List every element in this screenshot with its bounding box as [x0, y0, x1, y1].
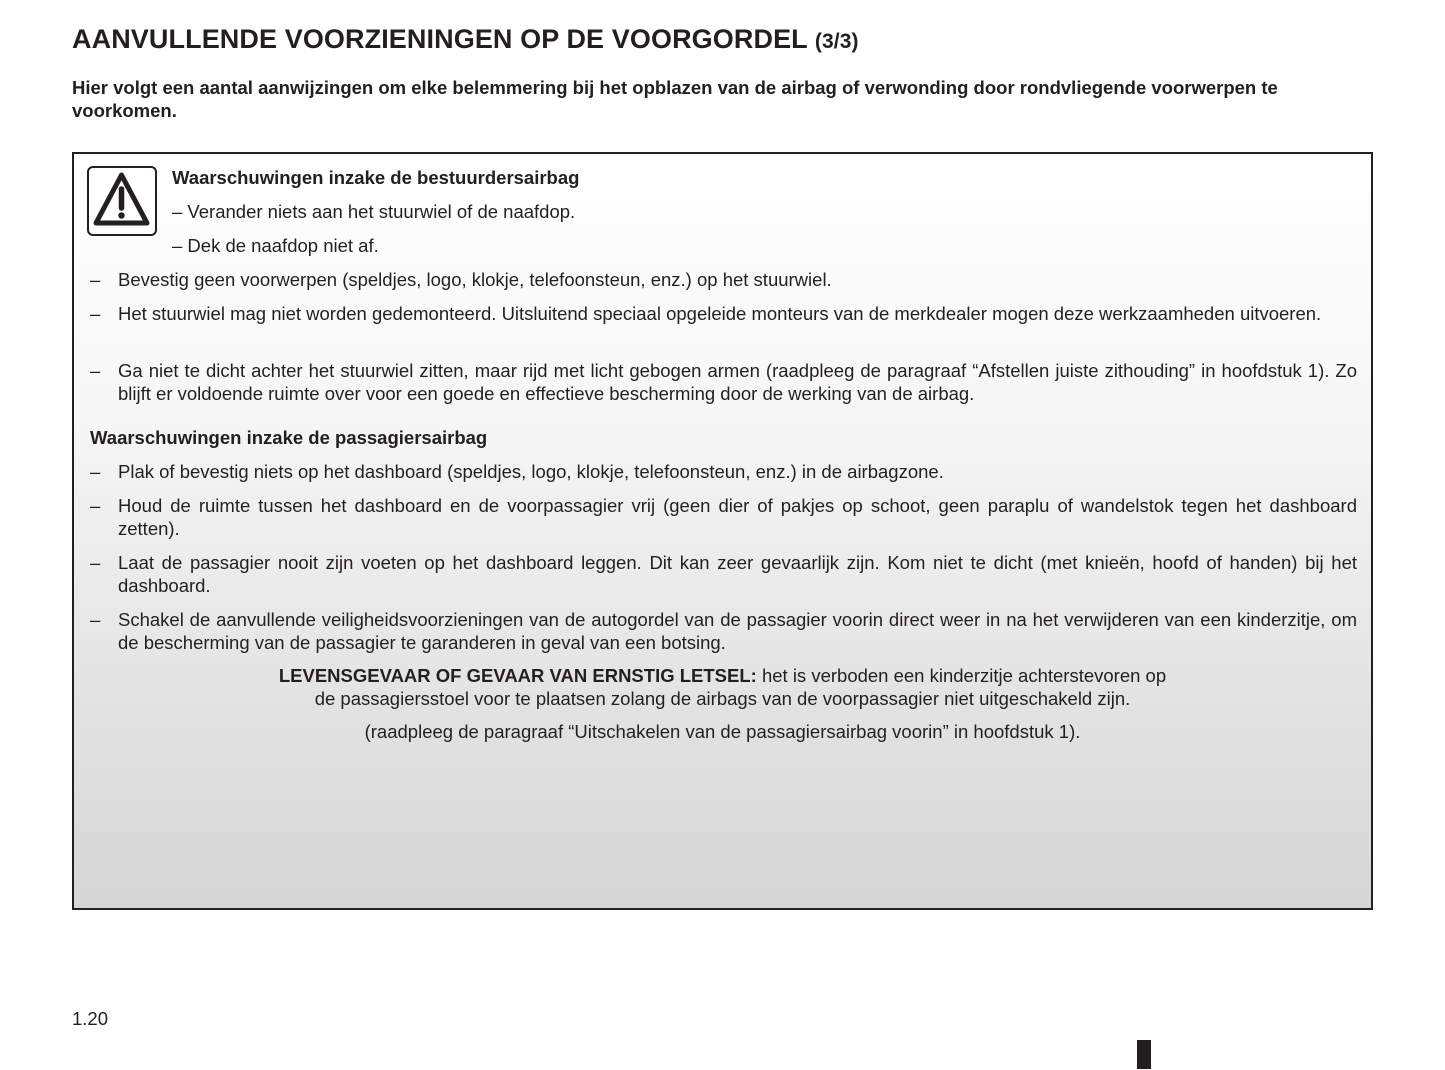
- danger-notice: [74, 664, 1371, 710]
- passenger-list-item: [90, 494, 1357, 540]
- list-dash: –: [90, 609, 101, 630]
- warning-triangle-icon: [87, 166, 157, 236]
- danger-label: LEVENSGEVAAR OF GEVAAR VAN ERNSTIG LETSEL:: [278, 665, 757, 686]
- danger-text: het is verboden een kinderzitje achterstevoren op: [756, 665, 1167, 686]
- list-item-text: Plak of bevestig niets op het dashboard (speldjes, logo, klokje, telefoonsteun, enz.) in de airbagzone.: [118, 461, 944, 482]
- page-edge-marker: [1137, 1040, 1151, 1069]
- list-dash: –: [90, 552, 101, 573]
- list-dash: –: [90, 303, 101, 324]
- list-item-text: Laat de passagier nooit zijn voeten op het dashboard leggen. Dit kan zeer gevaarlijk zijn. Kom niet te dicht (met knieën, hoofd of handen) bij het dashboard.: [118, 552, 1357, 596]
- passenger-list-item: [90, 608, 1357, 654]
- list-dash: –: [90, 360, 101, 381]
- list-dash: –: [90, 269, 101, 290]
- passenger-airbag-heading: Waarschuwingen inzake de passagiersairbag: [90, 427, 488, 448]
- driver-sub-item: – Verander niets aan het stuurwiel of de naafdop.: [172, 201, 576, 222]
- driver-list-item: [90, 359, 1357, 405]
- list-dash: –: [90, 495, 101, 516]
- page-number: 1.20: [72, 1008, 109, 1029]
- page-title-part: (3/3): [814, 30, 859, 53]
- page-title: [72, 24, 859, 55]
- list-item-text: Het stuurwiel mag niet worden gedemonteerd. Uitsluitend speciaal opgeleide monteurs van de merkdealer mogen deze werkzaamheden uitvoeren.: [118, 303, 1322, 324]
- warning-box: [72, 152, 1373, 910]
- danger-reference: (raadpleeg de paragraaf “Uitschakelen van de passagiersairbag voorin” in hoofdstuk 1).: [364, 721, 1081, 742]
- list-dash: –: [90, 461, 101, 482]
- driver-airbag-heading: Waarschuwingen inzake de bestuurdersairbag: [172, 167, 580, 188]
- driver-list-item: [90, 302, 1357, 325]
- list-item-text: Ga niet te dicht achter het stuurwiel zitten, maar rijd met licht gebogen armen (raadpleeg de paragraaf “Afstellen juiste zithouding” in hoofdstuk 1). Zo blijft er voldoende ruimte over voor een goede en effectieve bescherming door de werking van de airbag.: [118, 360, 1357, 404]
- list-item-text: Bevestig geen voorwerpen (speldjes, logo, klokje, telefoonsteun, enz.) op het stuurwiel.: [118, 269, 832, 290]
- danger-notice-line1: [74, 664, 1371, 687]
- page-title-main: AANVULLENDE VOORZIENINGEN OP DE VOORGORDEL: [72, 24, 808, 54]
- passenger-list-item: [90, 551, 1357, 597]
- driver-list-item: [90, 268, 1357, 291]
- list-item-text: Schakel de aanvullende veiligheidsvoorzieningen van de autogordel van de passagier voorin direct weer in na het verwijderen van een kinderzitje, om de bescherming van de passagier te garanderen in geval van een botsing.: [118, 609, 1357, 653]
- passenger-list-item: [90, 460, 1357, 483]
- intro-paragraph: Hier volgt een aantal aanwijzingen om elke belemmering bij het opblazen van de airbag of verwonding door rondvliegende voorwerpen te voorkomen.: [72, 77, 1278, 121]
- danger-notice-line2: de passagiersstoel voor te plaatsen zolang de airbags van de voorpassagier niet uitgeschakeld zijn.: [314, 688, 1131, 709]
- driver-sub-item: – Dek de naafdop niet af.: [172, 235, 379, 256]
- list-item-text: Houd de ruimte tussen het dashboard en de voorpassagier vrij (geen dier of pakjes op schoot, geen paraplu of wandelstok tegen het dashboard zetten).: [118, 495, 1357, 539]
